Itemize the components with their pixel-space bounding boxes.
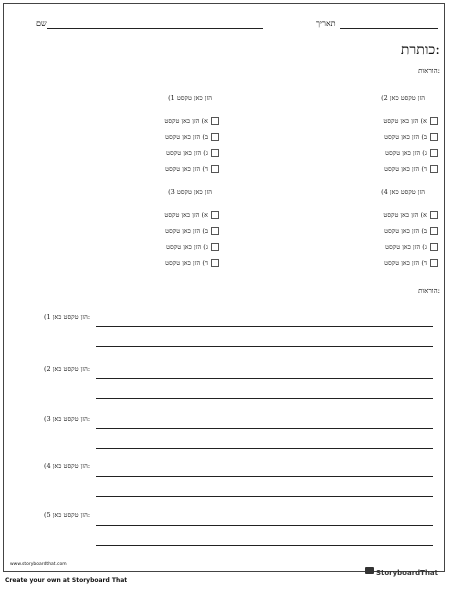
option-checkbox[interactable] <box>430 165 438 173</box>
option-checkbox[interactable] <box>430 149 438 157</box>
option-row[interactable]: א) הזן כאן טקסט <box>164 211 219 219</box>
answer-line[interactable] <box>96 545 433 546</box>
option-row[interactable]: ב) הזן כאן טקסט <box>384 133 438 141</box>
question-head: (3 הזן כאן טקסט <box>168 188 212 196</box>
page-title: כותרת: <box>400 42 440 58</box>
option-row[interactable]: א) הזן כאן טקסט <box>164 117 219 125</box>
name-line[interactable] <box>47 28 263 29</box>
answer-line[interactable] <box>96 398 433 399</box>
option-row[interactable]: א) הזן כאן טקסט <box>383 211 438 219</box>
answer-line[interactable] <box>96 476 433 477</box>
option-row[interactable]: ד) הזן כאן טקסט <box>384 165 438 173</box>
question-block-4 <box>381 188 425 196</box>
answer-line[interactable] <box>96 428 433 429</box>
option-checkbox[interactable] <box>430 211 438 219</box>
option-checkbox[interactable] <box>211 149 219 157</box>
option-checkbox[interactable] <box>430 117 438 125</box>
open-question-5-label: (5 הזן טקסט כאן: <box>44 511 91 519</box>
open-question-3-label: (3 הזן טקסט כאן: <box>44 415 91 423</box>
question-head: (2 הזן טקסט כאן <box>381 94 425 102</box>
option-checkbox[interactable] <box>211 165 219 173</box>
open-question-4-label: (4 הזן טקסט כאן: <box>44 462 91 470</box>
question-head: (1 הזן כאן טקסט <box>168 94 212 102</box>
footer-brand <box>365 560 438 579</box>
option-row[interactable]: ד) הזן כאן טקסט <box>384 259 438 267</box>
option-row[interactable]: ב) הזן כאן טקסט <box>165 133 219 141</box>
option-checkbox[interactable] <box>211 259 219 267</box>
option-row[interactable]: א) הזן כאן טקסט <box>383 117 438 125</box>
option-row[interactable]: ג) הזן כאן טקסט <box>166 243 219 251</box>
create-caption[interactable]: Create your own at Storyboard That <box>5 577 128 584</box>
option-checkbox[interactable] <box>211 243 219 251</box>
instructions-2: הוראות: <box>418 287 440 295</box>
option-checkbox[interactable] <box>211 133 219 141</box>
option-checkbox[interactable] <box>430 227 438 235</box>
option-checkbox[interactable] <box>430 133 438 141</box>
option-row[interactable]: ג) הזן כאן טקסט <box>385 243 438 251</box>
answer-line[interactable] <box>96 448 433 449</box>
option-row[interactable]: ב) הזן כאן טקסט <box>165 227 219 235</box>
option-row[interactable]: ד) הזן כאן טקסט <box>165 165 219 173</box>
date-line[interactable] <box>340 28 438 29</box>
question-head: (4 הזן טקסט כאן <box>381 188 425 196</box>
date-label: תאריך <box>316 19 336 28</box>
option-row[interactable]: ג) הזן כאן טקסט <box>166 149 219 157</box>
question-block-2 <box>381 94 425 102</box>
option-checkbox[interactable] <box>211 211 219 219</box>
footer-url[interactable]: www.storyboardthat.com <box>10 562 67 567</box>
answer-line[interactable] <box>96 525 433 526</box>
option-checkbox[interactable] <box>430 243 438 251</box>
answer-line[interactable] <box>96 326 433 327</box>
option-checkbox[interactable] <box>211 227 219 235</box>
worksheet-page <box>3 3 445 577</box>
option-checkbox[interactable] <box>430 259 438 267</box>
open-question-1-label: (1 הזן טקסט כאן: <box>44 313 91 321</box>
answer-line[interactable] <box>96 378 433 379</box>
option-row[interactable]: ג) הזן כאן טקסט <box>385 149 438 157</box>
question-block-3 <box>168 188 212 196</box>
question-block-1 <box>168 94 212 102</box>
name-label: שם <box>36 19 47 28</box>
storyboard-logo-icon <box>365 567 374 574</box>
instructions-1: הוראות: <box>418 67 440 75</box>
option-row[interactable]: ד) הזן כאן טקסט <box>165 259 219 267</box>
option-row[interactable]: ב) הזן כאן טקסט <box>384 227 438 235</box>
answer-line[interactable] <box>96 346 433 347</box>
brand-name: StoryboardThat <box>375 569 438 577</box>
option-checkbox[interactable] <box>211 117 219 125</box>
answer-line[interactable] <box>96 496 433 497</box>
open-question-2-label: (2 הזן טקסט כאן: <box>44 365 91 373</box>
